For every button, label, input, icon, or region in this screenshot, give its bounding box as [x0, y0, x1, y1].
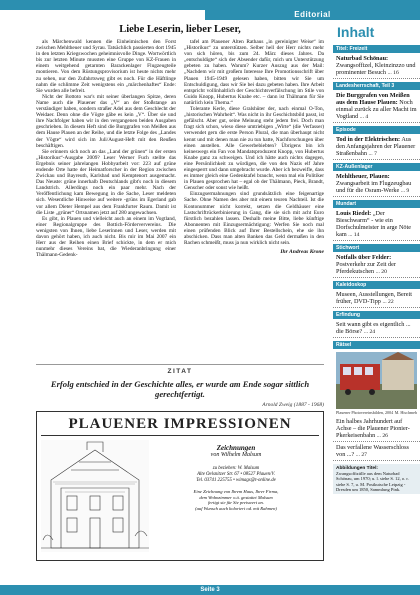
article-title: Liebe Leserin, lieber Leser, — [119, 24, 241, 35]
ad-address: Alte Oelsnitzer Str. 67 • 08527 Plauen/V. — [197, 472, 275, 477]
quote-text: Erfolg entschied in der Geschichte alles, er wurde am Ende sogar sittlich gerechtfertigt. — [50, 379, 310, 399]
top-bar — [0, 0, 420, 10]
toc-entry[interactable] — [333, 442, 420, 461]
byline: Ihr Andreas Krone — [280, 249, 324, 256]
toc-section-label: Titel: Freizeit — [333, 45, 420, 53]
toc-page: ... 7 — [368, 151, 377, 157]
ad-note-line: fertigt sie für Sie preiswert an. — [208, 500, 264, 506]
toc-page: ... 24 — [363, 329, 376, 335]
toc-entry-title: Mehltheuer, Plauen: — [336, 173, 390, 180]
table-of-contents — [333, 24, 420, 494]
advertisement — [36, 411, 324, 561]
toc-entry-title: Naturbad Schönau: — [336, 55, 389, 62]
toc-entry-text: „Der Bieschwarm“ - wie ein Dorfschulmeister in arge Nöte kam — [336, 210, 411, 238]
toc-entry[interactable] — [333, 252, 420, 278]
toc-entry-title: Die Burggrafen von Meißen aus dem Hause Plauen: — [336, 92, 410, 106]
ad-title: PLAUENER IMPRESSIONEN — [41, 416, 319, 436]
toc-entry-text: Zwangsarbeit im Flugzeugbau und für die Osram-Werke — [336, 180, 412, 194]
paragraph: tafel am Plauener Alten Rathaus „in gereinigter Weise“ im „Historikus“ zu unterstützen. Selber hell der Herr nichts mehr von sich hören, bis zum 24. März dieses Jahres. Da „entschuldigte“ sich der Absender dafür, mich um Unterstützung gebeten zu haben. Warum? Kurzer Auszug aus der Mail: „Nachdem wir mit großem Interesse Ihre Promotionsschrift über Plauen 1945-1949 gelesen haben, bitten wir Sie um Entschuldigung, dass wir Sie bei dazu gebeten haben. Ihre Arbeit entspricht vollinhaltlich der Geschichtsverfälschung im Stile von Guido Knopp, Hubertus Knabe etc. – dann ist Thälmann für Sie natürlich kein Thema.“ — [184, 39, 324, 106]
toc-section-label: Stichwort — [333, 244, 420, 252]
toc-section-label: Mundart — [333, 200, 420, 208]
toc-section-label: Landesherrschaft, Teil 3 — [333, 82, 420, 90]
editorial-article — [36, 24, 324, 258]
building-sketch-image — [41, 440, 149, 552]
ad-note-line: dem Wohnzimmer o.ä. gestattet Malsum — [199, 494, 273, 500]
photo-caption-text: Plauener Photovereinsbilden, 2004 — [336, 410, 394, 415]
toc-heading: Inhalt — [337, 24, 375, 40]
toc-entry[interactable] — [333, 208, 420, 241]
paragraph: Tolerante Kerle, diese Gralshüter der, nach einmal O-Ton, „historischen Wahrheit“. Was nicht in ihr Geschichtsbild passt, ist gefälscht. Aber gut, seine Meinung steht jedem frei. Doch man fragt sich schon, wieso diese umtriebigen „Wirte“ (die Verfasser) verwendet gern die erste Person Plural, die man überhaupt nicht kennt und mit denen man nie zu tun hatte, Nachforschungen über einen anstellen. Alle Gewerbebiebten? Übrigens bin ich keineswegs ein Fan von Mandatsproduzent Knopp, von Hubertus Knabe ganz zu schweigen. Und ich hätte auch nichts dagegen, eine Persönlichkeit zu würdigen, die von den Nazis elf Jahre eingesperrt und dann umgebracht wurde. Aber ich bezweifle, dass es immer gleich eine Gedenktafel braucht, wenn mal ein Politiker in Plauen gesprochen hat – egal ob der Thälmann, Pieck, Brandt, Genscher oder sonst wie heißt. — [184, 106, 324, 192]
toc-section-label: KZ-Außenlager — [333, 163, 420, 171]
toc-entry-text: Noch einmal zurück zu aller Macht im Vogtland — [336, 99, 417, 120]
page-number: Seite 3 — [200, 587, 220, 593]
paragraph: Einzugsermahnungen sind grundsätzlich eine feigenartige Sache. Ohne Namen des aber mit einem teuren Nachteil. Ist die Kontonummer nicht korrekt, setzen die Geldhäuser eine Lastschriftrückerbinierung in Gang, die sie sich mit acht Euro fürstlich bezahlen lassen. Deshalb meine Bitte, liebe künftige Abonnenten mit Einzugsermächtigung: Werfen Sie noch mal einen prüfenden Blick auf Ihrer Bestellschein, ehe sie ihn abschicken. Dass man alten Banken das Geld dermaßen in den Rachen schmeißt, muss ja nun wirklich nicht sein. — [184, 191, 324, 247]
toc-entry[interactable] — [333, 171, 420, 197]
ad-info — [149, 440, 319, 552]
toc-section-label: Rätsel — [333, 341, 420, 349]
credits-title: Abbildungen Titel: — [336, 466, 379, 471]
paragraph: Es gibt, in Plauen und vielleicht auch an einem im Vogtland, einer Regionalgruppe des Bottich-Förderververeins. Die wenigsten von Ihnen, liebe Leserinnen und Leser, werden mit davon gehört haben, ich auch nicht. Bis mir im Mai 2007 ein Herr aus der Reihen einen Brief schickte, in dem er mich nunmehr dieses Vereins bat, die Wiederanbringung einer Thälmann-Gedenk- — [36, 215, 176, 259]
ad-note-line: (auf Wunsch auch koloriert od. mit Rahmen) — [195, 505, 277, 511]
article-column-1 — [36, 39, 176, 258]
toc-entry-text: Seit wann gibt es eigentlich ... die Börse? — [336, 321, 411, 335]
tram-photo-image — [336, 352, 417, 409]
toc-page: ... 20 — [375, 269, 387, 275]
toc-entry-title: Notfalls über Felder: — [336, 254, 392, 261]
toc-entry-text: Museen, Ausstellungen, Bereit früher, DVD-Tipp — [336, 291, 412, 305]
quote-heading: ZITAT — [36, 364, 324, 375]
toc-entry-text: Aus den Anfangsjahren der Plauener Straßenbahn — [336, 136, 416, 157]
cover-image-credits — [333, 464, 420, 494]
ad-address: zu beziehen: W. Malsum — [212, 466, 260, 471]
toc-entry-text: Zwangsoffizel, Kleinzinzzo und prominenter Besuch — [336, 62, 416, 76]
section-label: Editorial — [205, 10, 420, 20]
toc-entry-title: Tod in der Elektrischen: — [336, 136, 401, 143]
toc-page: ... 27 — [355, 452, 367, 458]
paragraph: Sie erinnern sich noch an das „Land der grünen“ in der ersten „Historikus“-Ausgabe 2009? Leser Werner Fuch stellte das Ergebnis seiner jahrelangen Hobbyarbeit vor: 223 auf grüne endende Orte hatte der Heimatforscher in der Region zwischen Zwickau und Bayreuth, Karlsbad und Kemptenort ausgemacht. Das Neuste: grüne innerhalb Deutschlands gibt's noch in diesem Landstrich. Allerdings noch ein paar mehr. Nach der Veröffentlichung kam Bewegung in die Sache, Leser meldeten sich. Wesentliche Hinweise auf weitere -grüns im Egerland gab vor allem Dieter Hempel aus dem Frankfurter Raum. Damit ist die Liste „grüner“ Ortsnamen jetzt auf 280 angewachsen. — [36, 148, 176, 216]
toc-page: ... 22 — [382, 299, 394, 305]
toc-page: ... 26 — [376, 433, 388, 439]
toc-entry-text: Ein halbes Jahrhundert auf Achse – die Plauener Pionier-Pkerkeisenbahn — [336, 418, 410, 439]
quote-author: Arnold Zweig (1887 - 1968) — [36, 402, 324, 412]
article-column-2 — [184, 39, 324, 258]
credits-text: Zwangsoffizitlle aus dem Naturbad Schönau, um 1970; u. l. siehe S. 12, o. r. siehe S. 7, u. M. Postkutsche Leipzig - Dresden um 1850, Sammlung Pink. — [336, 471, 409, 492]
toc-entry[interactable] — [333, 416, 420, 442]
ad-subtitle: Zeichnungen — [216, 444, 256, 452]
toc-page: ... 9 — [400, 188, 410, 194]
toc-entry[interactable] — [333, 53, 420, 79]
photo-caption — [333, 409, 420, 416]
toc-entry-text: Postverkehr zur Zeit der Pferdekutschen — [336, 261, 396, 275]
toc-entry[interactable] — [333, 289, 420, 308]
toc-section-label: Kaleidoskop — [333, 281, 420, 289]
photo-credit: M. Hischmeb — [394, 410, 417, 415]
quote-box — [36, 364, 324, 412]
toc-page: ... 4 — [359, 114, 369, 120]
ad-note — [153, 489, 319, 511]
toc-entry-text: Das verfallene Wasserschloss von ...? — [336, 444, 409, 458]
article-columns — [36, 39, 324, 258]
paragraph: Nicht der Bottoto war's mit seiner überlangen Spitze, deren Name auch die Plauener das „V“ an der Stoßstange an verständiger haben, sondern straßer Adel aus dem Geschlecht der Weidaer. Denn ohne die Vögte gäbe es kein „V“. Über sie und ihre Nachfolger haben wir in den vergangenen beiden Ausgaben geschrieben. In diesem Heft sind die Burggrafen von Meißen aus dem Hause Plauen an der Reihe, und die letzte Folge des „Landes der Vögte“ wird sich im Juli/August-Heft mit den Reußen beschäftigen. — [36, 93, 176, 149]
ad-artist: von Wilhelm Malsum — [210, 452, 262, 458]
toc-entry[interactable] — [333, 90, 420, 123]
paragraph: als Märchenwald kennen die Einheimischen den Forst zwischen Mehltheuer und Syrau. Tatsächlich passierten dort 1945 in den letzten Kriegswochen geheimnisvolle Dinge. Wortwörtlich bis zur letzten Minute mussten eine Gruppe von KZ-Frauen in einem weitgehend getarnten Barackenlager Flugzeugteile montieren. Von dem Rüstungsprovisorium ist heute nichts mehr zu sehen, nur den Zufahrtsweg gibt es noch. Für die Häftlinge nahm die schlimme Zeit wenigstens ein „märchenhaftes“ Ende: Sie wurden alle befreit. — [36, 39, 176, 94]
toc-section-label: Erfindung — [333, 311, 420, 319]
toc-page: ... 14 — [348, 232, 360, 238]
toc-entry[interactable] — [333, 319, 420, 338]
toc-entry-title: Louis Riedel: — [336, 210, 372, 217]
toc-page: ... 16 — [387, 70, 399, 76]
ad-contact: Tel. 03741 225755 • wimags@t-online.de — [196, 478, 276, 483]
toc-section-label: Episode — [333, 126, 420, 134]
ad-note-line: Eine Zeichnung von Ihrem Haus, Ihrer Firma, — [193, 489, 279, 494]
toc-entry[interactable] — [333, 134, 420, 160]
